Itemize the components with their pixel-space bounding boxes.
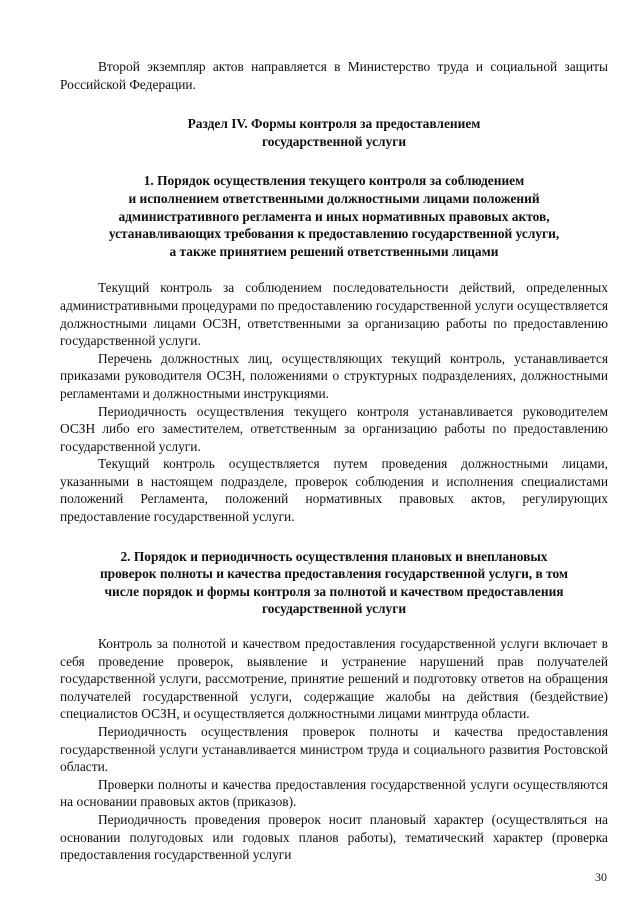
- document-page: [60, 58, 608, 864]
- subsection-title-line: 2. Порядок и периодичность осуществления плановых и внеплановых: [120, 548, 548, 564]
- subsection-title-line: а также принятием решений ответственными лицами: [169, 243, 499, 259]
- paragraph: Текущий контроль осуществляется путем проведения должностными лицами, указанными в настоящем подразделе, проверок соблюдения и исполнения специалистами положений Регламента, положений нормативных правовых актов, регулирующих предоставление государственной услуги.: [60, 456, 608, 525]
- paragraph: Перечень должностных лиц, осуществляющих текущий контроль, устанавливается приказами руководителя ОСЗН, положениями о структурных подразделениях, должностными регламентами и должностными инструкциями.: [60, 350, 608, 401]
- section-title: [60, 115, 608, 150]
- subsection-title-line: административного регламента и иных нормативных правовых актов,: [118, 208, 550, 224]
- subsection-title-line: проверок полноты и качества предоставления государственной услуги, в том: [99, 566, 569, 582]
- subsection-title-line: устанавливающих требования к предоставлению государственной услуги,: [108, 226, 560, 242]
- subsection-title-line: и исполнением ответственными должностными лицами положений: [128, 190, 540, 206]
- section-title-line: государственной услуги: [261, 133, 407, 149]
- subsection-title-line: 1. Порядок осуществления текущего контроля за соблюдением: [143, 173, 525, 189]
- paragraph: Контроль за полнотой и качеством предоставления государственной услуги включает в себя проведение проверок, выявление и устранение нарушений прав получателей государственной услуги, рассмотрение, принятие решений и подготовку ответов на обращения получателей государственной услуги, содержащие жалобы на действия (бездействие) специалистов ОСЗН, и осуществляется должностными лицами минтруда области.: [60, 636, 608, 722]
- paragraph: Периодичность проведения проверок носит плановый характер (осуществляться на основании полугодовых или годовых планов работы), тематический характер (проверка предоставления государственной услуги: [60, 811, 608, 863]
- paragraph: Периодичность осуществления проверок полноты и качества предоставления государственной услуги устанавливается министром труда и социального развития Ростовской области.: [60, 724, 608, 775]
- subsection-2-title: [60, 548, 608, 618]
- subsection-title-line: государственной услуги: [261, 601, 407, 617]
- intro-paragraph: Второй экземпляр актов направляется в Министерство труда и социальной защиты Российской Федерации.: [60, 59, 608, 92]
- paragraph: Периодичность осуществления текущего контроля устанавливается руководителем ОСЗН либо его заместителем, ответственным за организацию работы по предоставлению государственной услуги.: [60, 403, 608, 454]
- subsection-title-line: числе порядок и формы контроля за полнотой и качеством предоставления: [104, 583, 564, 599]
- subsection-1-title: [60, 172, 608, 260]
- page-number: 30: [595, 870, 607, 884]
- paragraph: Проверки полноты и качества предоставления государственной услуги осуществляются на основании правовых актов (приказов).: [60, 776, 608, 810]
- section-title-line: Раздел IV. Формы контроля за предоставлением: [187, 116, 481, 132]
- paragraph: Текущий контроль за соблюдением последовательности действий, определенных административными процедурами по предоставлению государственной услуги осуществляется должностными лицами ОСЗН, ответственными за организацию работы по предоставлению государственной услуги.: [60, 280, 608, 349]
